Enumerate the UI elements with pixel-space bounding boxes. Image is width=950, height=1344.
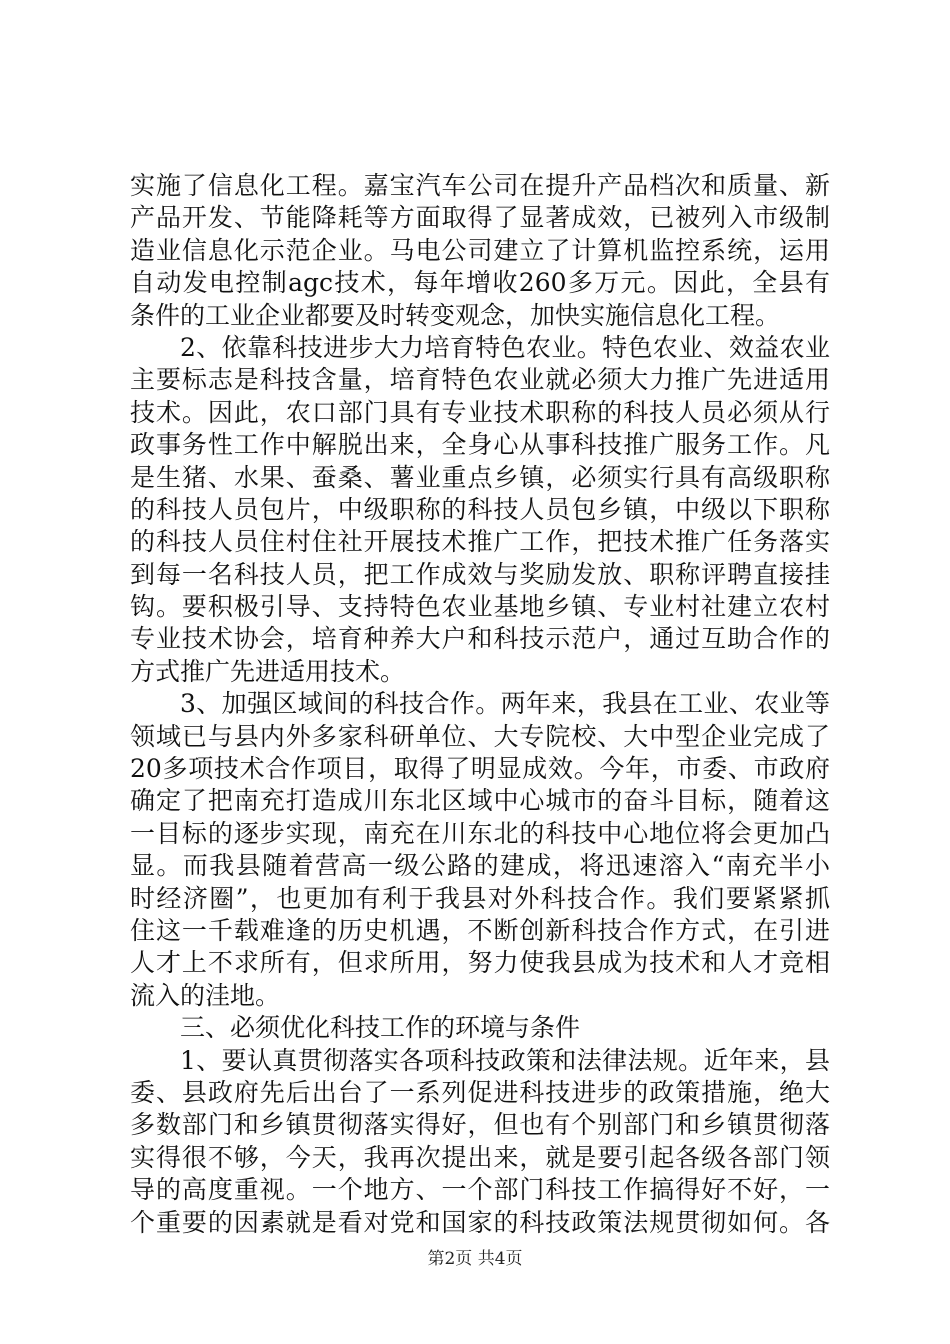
text-line: 方式推广先进适用技术。 [130, 656, 406, 686]
text-line: 条件的工业企业都要及时转变观念，加快实施信息化工程。 [130, 300, 781, 330]
text-line: 产品开发、节能降耗等方面取得了显著成效，已被列入市级制 [130, 203, 830, 233]
text-line: 技术。因此，农口部门具有专业技术职称的科技人员必须从行 [130, 397, 830, 427]
text-line: 专业技术协会，培育种养大户和科技示范户，通过互助合作的 [130, 624, 830, 654]
text-line: 委、县政府先后出台了一系列促进科技进步的政策措施，绝大 [130, 1077, 830, 1107]
text-line: 显。而我县随着营高一级公路的建成，将迅速溶入“南充半小 [130, 851, 830, 881]
text-line: 个重要的因素就是看对党和国家的科技政策法规贯彻如何。各 [130, 1207, 830, 1237]
text-line: 时经济圈”，也更加有利于我县对外科技合作。我们要紧紧抓 [130, 883, 830, 913]
text-line: 流入的洼地。 [130, 980, 281, 1010]
text-line: 主要标志是科技含量，培育特色农业就必须大力推广先进适用 [130, 365, 830, 395]
text-line: 住这一千载难逢的历史机遇，不断创新科技合作方式，在引进 [130, 915, 830, 945]
text-line: 20多项技术合作项目，取得了明显成效。今年，市委、市政府 [130, 754, 830, 784]
text-line: 实得很不够，今天，我再次提出来，就是要引起各级各部门领 [130, 1142, 830, 1172]
text-line: 领域已与县内外多家科研单位、大专院校、大中型企业完成了 [130, 721, 830, 751]
text-line: 自动发电控制agc技术，每年增收260多万元。因此，全县有 [130, 268, 830, 298]
text-line: 是生猪、水果、蚕桑、薯业重点乡镇，必须实行具有高级职称 [130, 462, 830, 492]
text-line: 政事务性工作中解脱出来，全身心从事科技推广服务工作。凡 [130, 430, 830, 460]
text-line: 三、必须优化科技工作的环境与条件 [180, 1013, 581, 1043]
text-line: 多数部门和乡镇贯彻落实得好，但也有个别部门和乡镇贯彻落 [130, 1110, 830, 1140]
text-line: 钩。要积极引导、支持特色农业基地乡镇、专业村社建立农村 [130, 592, 830, 622]
text-line: 导的高度重视。一个地方、一个部门科技工作搞得好不好，一 [130, 1175, 830, 1205]
page-number-footer: 第2页 共4页 [427, 1249, 523, 1269]
document-body [130, 170, 830, 1239]
text-line: 到每一名科技人员，把工作成效与奖励发放、职称评聘直接挂 [130, 559, 830, 589]
text-line: 造业信息化示范企业。马电公司建立了计算机监控系统，运用 [130, 235, 830, 265]
text-line: 的科技人员包片，中级职称的科技人员包乡镇，中级以下职称 [130, 494, 830, 524]
text-line: 1、要认真贯彻落实各项科技政策和法律法规。近年来，县 [180, 1045, 830, 1075]
text-line: 2、依靠科技进步大力培育特色农业。特色农业、效益农业 [180, 332, 830, 362]
text-line: 人才上不求所有，但求所用，努力使我县成为技术和人才竞相 [130, 948, 830, 978]
text-line: 3、加强区域间的科技合作。两年来，我县在工业、农业等 [180, 689, 830, 719]
text-line: 实施了信息化工程。嘉宝汽车公司在提升产品档次和质量、新 [130, 171, 830, 200]
text-line: 一目标的逐步实现，南充在川东北的科技中心地位将会更加凸 [130, 818, 830, 848]
text-line: 确定了把南充打造成川东北区域中心城市的奋斗目标，随着这 [130, 786, 830, 816]
text-line: 的科技人员住村住社开展技术推广工作，把技术推广任务落实 [130, 527, 830, 557]
